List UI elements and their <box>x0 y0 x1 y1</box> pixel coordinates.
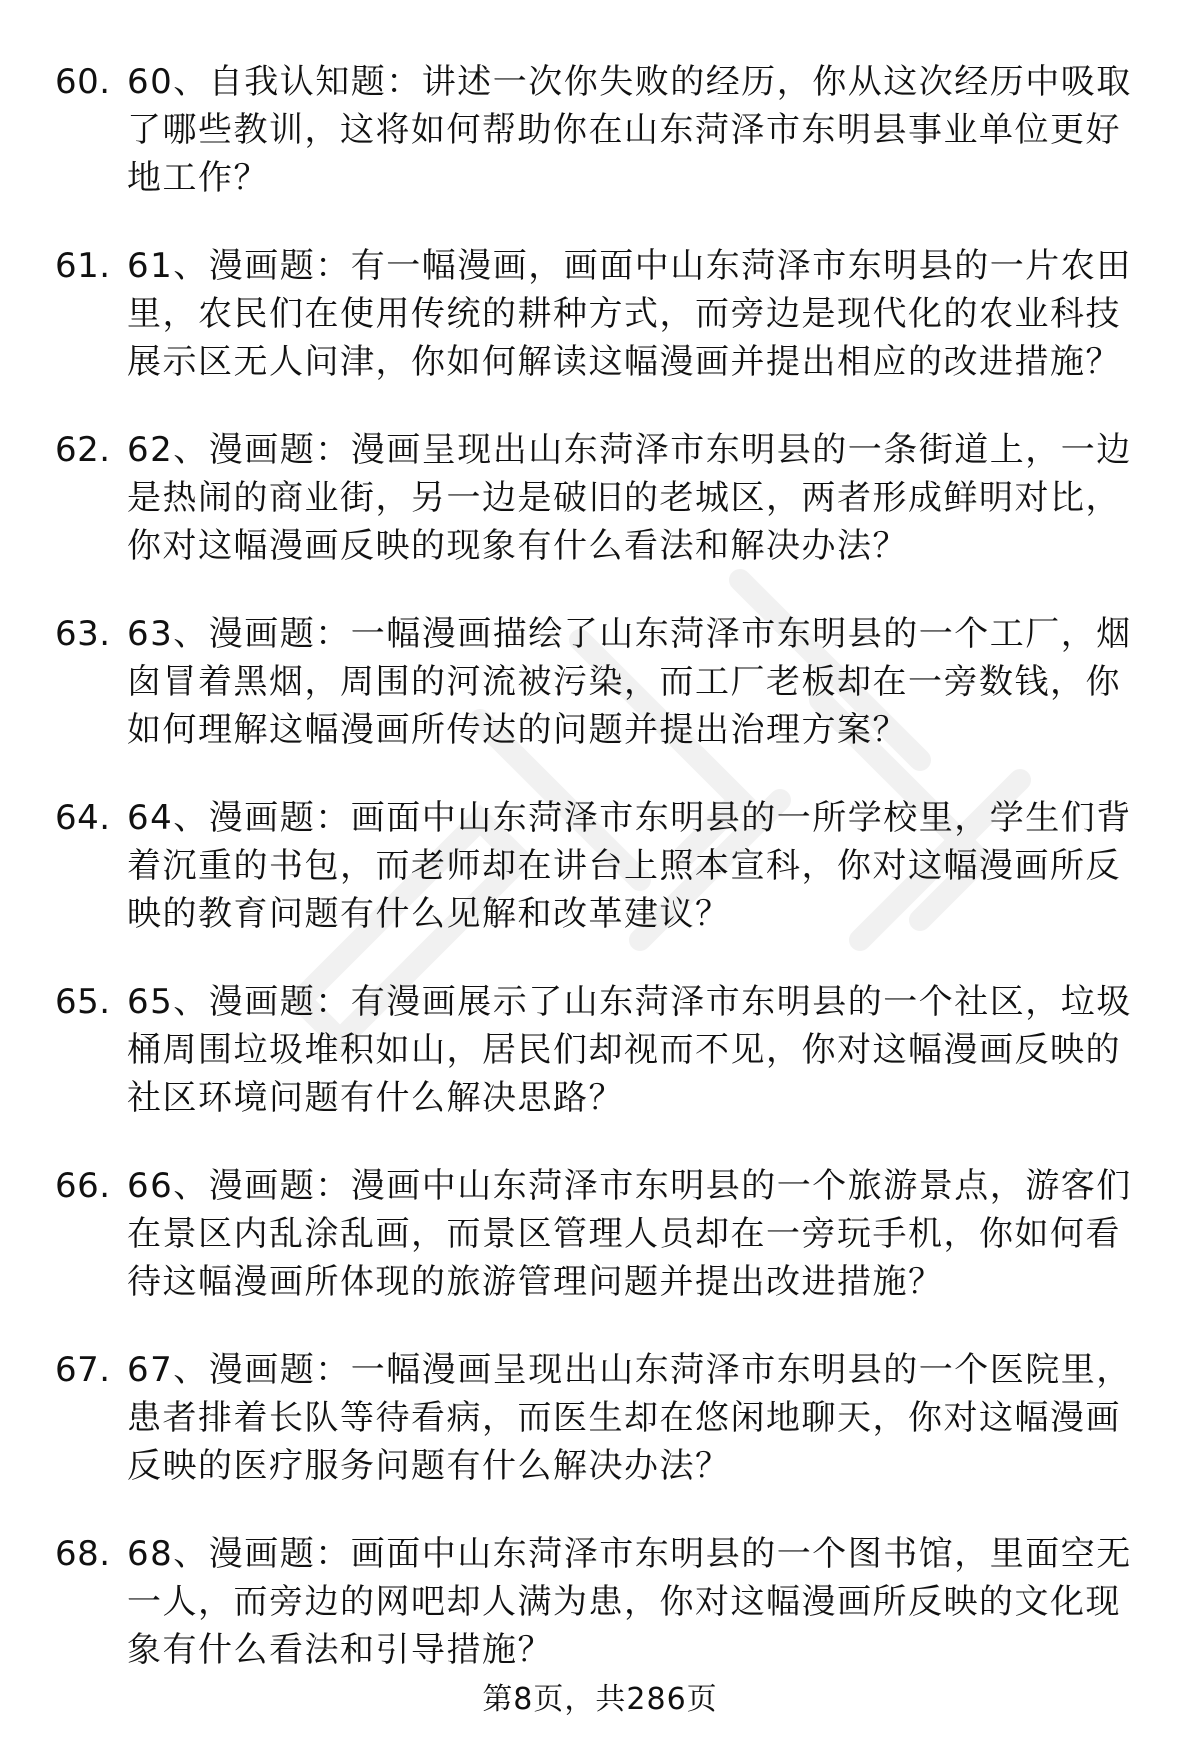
list-item <box>55 794 1155 938</box>
item-text: 67、漫画题：一幅漫画呈现出山东菏泽市东明县的一个医院里，患者排着长队等待看病，而医生却在悠闲地聊天，你对这幅漫画反映的医疗服务问题有什么解决办法？ <box>127 1350 1132 1486</box>
item-number: 61. <box>55 246 111 286</box>
item-text: 65、漫画题：有漫画展示了山东菏泽市东明县的一个社区，垃圾桶周围垃圾堆积如山，居民们却视而不见，你对这幅漫画反映的社区环境问题有什么解决思路？ <box>127 982 1132 1118</box>
item-number: 68. <box>55 1534 111 1574</box>
list-item <box>55 426 1155 570</box>
item-number: 64. <box>55 798 111 838</box>
item-number: 62. <box>55 430 111 470</box>
list-item <box>55 58 1155 202</box>
item-text: 68、漫画题：画面中山东菏泽市东明县的一个图书馆，里面空无一人，而旁边的网吧却人满为患，你对这幅漫画所反映的文化现象有什么看法和引导措施？ <box>127 1534 1132 1670</box>
item-number: 66. <box>55 1166 111 1206</box>
item-text: 62、漫画题：漫画呈现出山东菏泽市东明县的一条街道上，一边是热闹的商业街，另一边是破旧的老城区，两者形成鲜明对比，你对这幅漫画反映的现象有什么看法和解决办法？ <box>127 430 1132 566</box>
list-item <box>55 1530 1155 1674</box>
item-number: 65. <box>55 982 111 1022</box>
list-item <box>55 978 1155 1122</box>
question-list <box>55 58 1155 1714</box>
list-item <box>55 1346 1155 1490</box>
item-text: 61、漫画题：有一幅漫画，画面中山东菏泽市东明县的一片农田里，农民们在使用传统的耕种方式，而旁边是现代化的农业科技展示区无人问津，你如何解读这幅漫画并提出相应的改进措施？ <box>127 246 1132 382</box>
page-footer: 第8页，共286页 <box>482 1682 718 1717</box>
item-text: 60、自我认知题：讲述一次你失败的经历，你从这次经历中吸取了哪些教训，这将如何帮助你在山东菏泽市东明县事业单位更好地工作？ <box>127 62 1132 198</box>
list-item <box>55 1162 1155 1306</box>
item-text: 63、漫画题：一幅漫画描绘了山东菏泽市东明县的一个工厂，烟囱冒着黑烟，周围的河流被污染，而工厂老板却在一旁数钱，你如何理解这幅漫画所传达的问题并提出治理方案？ <box>127 614 1132 750</box>
list-item <box>55 242 1155 386</box>
list-item <box>55 610 1155 754</box>
item-text: 66、漫画题：漫画中山东菏泽市东明县的一个旅游景点，游客们在景区内乱涂乱画，而景区管理人员却在一旁玩手机，你如何看待这幅漫画所体现的旅游管理问题并提出改进措施？ <box>127 1166 1132 1302</box>
item-number: 60. <box>55 62 111 102</box>
item-text: 64、漫画题：画面中山东菏泽市东明县的一所学校里，学生们背着沉重的书包，而老师却在讲台上照本宣科，你对这幅漫画所反映的教育问题有什么见解和改革建议？ <box>127 798 1132 934</box>
item-number: 63. <box>55 614 111 654</box>
item-number: 67. <box>55 1350 111 1390</box>
